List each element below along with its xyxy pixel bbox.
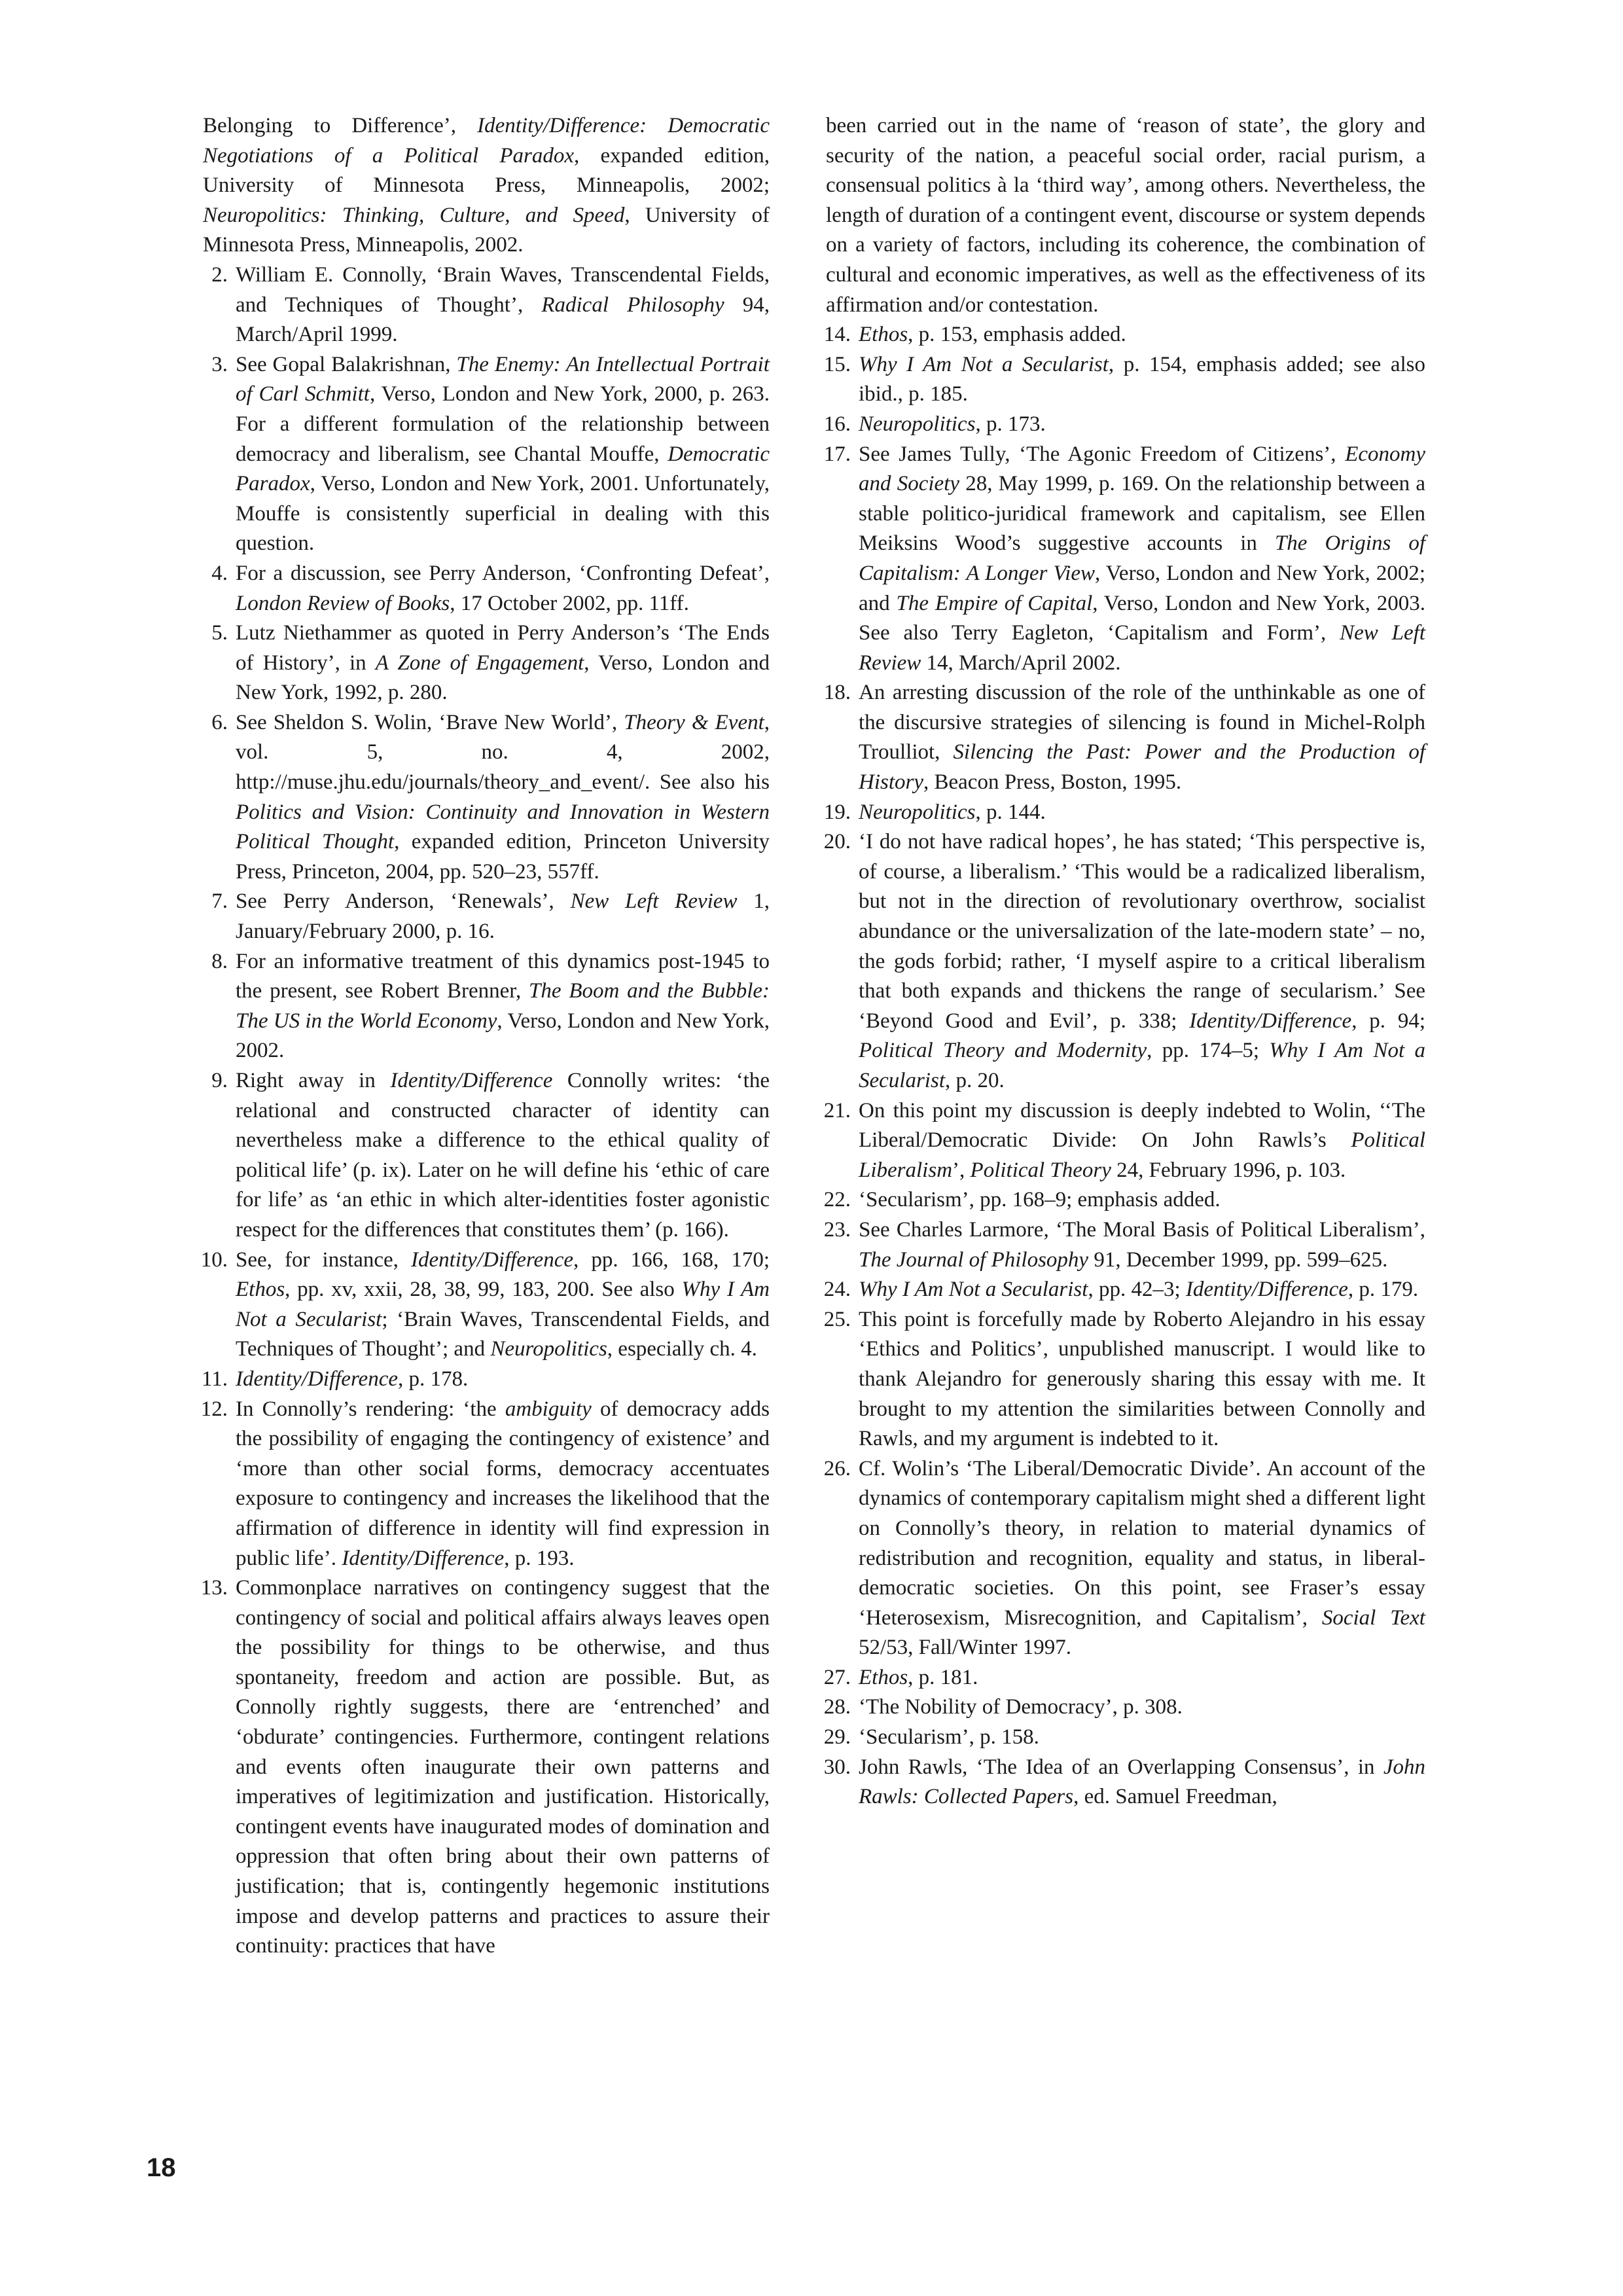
footnote-number: 19. — [823, 800, 851, 824]
note-text: , Verso, London and New York, 2002. — [236, 1009, 770, 1063]
note-text: , Beacon Press, Boston, 1995. — [923, 770, 1182, 795]
italic-title: The Journal of Philosophy — [859, 1247, 1089, 1272]
footnote-number: 2. — [211, 262, 228, 287]
footnote — [800, 1663, 1425, 1693]
footnote — [800, 440, 1425, 679]
note-text: , Verso, London and New York, 2003. See also Terry Eagleton, ‘Capitalism and Form’, — [859, 591, 1426, 645]
italic-title: The Boom and the Bubble: The US in the World Economy — [236, 979, 770, 1033]
footnote — [177, 1246, 770, 1365]
footnote — [177, 1395, 770, 1574]
footnote-number: 30. — [823, 1755, 851, 1779]
footnote — [800, 410, 1425, 440]
italic-title: New Left Review — [570, 889, 738, 914]
note-text: , University of Minnesota Press, Minneapolis, 2002. — [203, 203, 770, 257]
footnote-number: 14. — [823, 323, 851, 347]
footnote-number: 25. — [823, 1307, 851, 1331]
notes-list — [177, 260, 770, 1962]
footnote — [800, 1454, 1425, 1663]
italic-title: Ethos — [859, 323, 908, 347]
note-text: 28, May 1999, p. 169. On the relationship between a stable politico-juridical framework and capitalism, see Ellen Meiksins Wood’s suggestive accounts in — [859, 472, 1425, 556]
note-text: This point is forcefully made by Roberto Alejandro in his essay ‘Ethics and Politics’, unpublished manuscript. I would like to thank Alejandro for generously sharing this essay with me. It brought to my attention the similarities between Connolly and Rawls, and my argument is indebted to it. — [859, 1307, 1425, 1451]
footnote-number: 6. — [211, 710, 228, 734]
italic-title: Politics and Vision: Continuity and Innovation in Western Political Thought — [236, 800, 770, 854]
note-text: On this point my discussion is deeply indebted to Wolin, ‘‘The Liberal/Democratic Divide: On John Rawls’s — [859, 1098, 1425, 1153]
note-text: , 17 October 2002, pp. 11ff. — [450, 591, 689, 615]
footnote — [800, 1215, 1425, 1275]
italic-title: Identity/Difference — [236, 1367, 398, 1391]
note-text: , pp. 174–5; — [1147, 1039, 1270, 1063]
footnote — [177, 350, 770, 559]
note-text: of democracy adds the possibility of engaging the contingency of existence’ and ‘more than other social forms, democracy accentuates exposure to contingency and increases the likelihood that the affirmation of difference in identity will find expression in public life’. — [236, 1397, 770, 1570]
note-text: An arresting discussion of the role of the unthinkable as one of the discursive strategies of silencing is found in Michel-Rolph Troulliot, — [859, 681, 1425, 764]
note-text: , p. 193. — [504, 1546, 575, 1570]
footnote — [177, 947, 770, 1066]
notes-list — [800, 320, 1425, 1812]
note-text: , Verso, London and New York, 2002; and — [859, 561, 1425, 615]
italic-title: The Enemy: An Intellectual Portrait of Carl Schmitt — [236, 352, 770, 406]
italic-title: Economy and Society — [859, 442, 1425, 496]
note-text: ‘Secularism’, pp. 168–9; emphasis added. — [859, 1188, 1221, 1212]
note-text: , expanded edition, Princeton University Press, Princeton, 2004, pp. 520–23, 557ff. — [236, 830, 770, 884]
note-text: William E. Connolly, ‘Brain Waves, Transcendental Fields, and Techniques of Thought’, — [236, 262, 770, 317]
note-text: ‘I do not have radical hopes’, he has stated; ‘This perspective is, of course, a liberalism.’ ‘This would be a radicalized liberalism, but not in the direction of revolutionary overthrow, socialist abundance or the universalization of the late-modern state’ – no, the gods forbid; rather, ‘I myself aspire to a critical liberalism that both expands and thickens the range of secularism.’ See ‘Beyond Good and Evil’, p. 338; — [859, 830, 1425, 1033]
note-text: See Charles Larmore, ‘The Moral Basis of Political Liberalism’, — [859, 1217, 1425, 1242]
footnote-number: 18. — [823, 681, 851, 705]
italic-title: Social Text — [1321, 1605, 1425, 1630]
italic-title: Ethos — [236, 1278, 285, 1302]
footnote — [800, 1185, 1425, 1215]
footnote-number: 22. — [823, 1188, 851, 1212]
note-text: Connolly writes: ‘the relational and constructed character of identity can nevertheless make a difference to the ethical quality of political life’ (p. ix). Later on he will define his ‘ethic of care for life’ as ‘an ethic in which alter-identities foster agonistic respect for the differences that constitutes them’ (p. 166). — [236, 1069, 770, 1242]
footnote — [800, 1723, 1425, 1753]
footnote-number: 23. — [823, 1217, 851, 1242]
italic-title: Identity/Difference — [1185, 1278, 1348, 1302]
note-text: , ed. Samuel Freedman, — [1073, 1785, 1277, 1809]
footnote-number: 26. — [823, 1456, 851, 1480]
note-text: been carried out in the name of ‘reason of state’, the glory and security of the nation, a peaceful social order, racial purism, a consensual politics à la ‘third way’, among others. Nevertheless, the length of duration of a contingent event, discourse or system depends on a variety of factors, including its coherence, the combination of cultural and economic imperatives, as well as the effectiveness of its affirmation and/or contestation. — [826, 114, 1425, 317]
footnote-number: 17. — [823, 442, 851, 466]
note-text: Cf. Wolin’s ‘The Liberal/Democratic Divide’. An account of the dynamics of contemporary capitalism might shed a different light on Connolly’s theory, in relation to material dynamics of redistribution and recognition, equality and status, in liberal-democratic societies. On this point, see Fraser’s essay ‘Heterosexism, Misrecognition, and Capitalism’, — [859, 1456, 1425, 1630]
footnote-number: 20. — [823, 830, 851, 854]
left-column — [177, 111, 770, 1962]
footnote-number: 5. — [211, 621, 228, 645]
note-text: 24, February 1996, p. 103. — [1111, 1158, 1346, 1182]
footnote — [177, 559, 770, 619]
italic-title: Radical Philosophy — [541, 293, 724, 317]
right-column — [800, 111, 1425, 1812]
footnote-number: 12. — [200, 1397, 228, 1421]
italic-title: Theory & Event — [624, 710, 764, 734]
italic-title: Neuropolitics — [859, 412, 976, 436]
italic-title: Neuropolitics — [859, 800, 976, 824]
note-text: In Connolly’s rendering: ‘the — [236, 1397, 505, 1421]
note-text: , p. 173. — [975, 412, 1046, 436]
italic-title: Why I Am Not a Secularist — [859, 1278, 1088, 1302]
note-text: ‘The Nobility of Democracy’, p. 308. — [859, 1695, 1183, 1719]
footnote — [177, 1066, 770, 1246]
italic-title: Democratic Paradox — [236, 442, 770, 496]
footnote-number: 15. — [823, 352, 851, 376]
italic-title: Why I Am Not a Secularist — [236, 1278, 770, 1331]
footnote — [177, 887, 770, 946]
footnote — [177, 708, 770, 888]
italic-title: Political Theory — [970, 1158, 1111, 1182]
note-text: ; ‘Brain Waves, Transcendental Fields, and Techniques of Thought’; and — [236, 1307, 770, 1361]
note-text: See Sheldon S. Wolin, ‘Brave New World’, — [236, 710, 624, 734]
note-text: See Perry Anderson, ‘Renewals’, — [236, 889, 571, 914]
note-text: , Verso, London and New York, 2001. Unfortunately, Mouffe is consistently superficial in dealing with this question. — [236, 472, 770, 556]
note-text: For a discussion, see Perry Anderson, ‘Confronting Defeat’, — [236, 561, 770, 585]
page-number: 18 — [147, 2153, 176, 2182]
note-text: 94, March/April 1999. — [236, 293, 770, 347]
continued-note — [800, 111, 1425, 320]
italic-title: Identity/Difference: Democratic Negotiations of a Political Paradox — [203, 114, 770, 168]
footnote-number: 16. — [823, 412, 851, 436]
footnote-number: 4. — [211, 561, 228, 585]
note-text: 1, January/February 2000, p. 16. — [236, 889, 770, 944]
continued-note — [177, 111, 770, 260]
note-text: See Gopal Balakrishnan, — [236, 352, 457, 376]
note-text: , pp. 42–3; — [1088, 1278, 1186, 1302]
footnote — [177, 1573, 770, 1962]
note-text: Belonging to Difference’, — [203, 114, 478, 137]
footnote-number: 10. — [200, 1247, 228, 1272]
note-text: See James Tully, ‘The Agonic Freedom of Citizens’, — [859, 442, 1346, 466]
footnote — [800, 1753, 1425, 1812]
italic-title: Identity/Difference — [342, 1546, 505, 1570]
footnote-number: 3. — [211, 352, 228, 376]
footnote-number: 28. — [823, 1695, 851, 1719]
note-text: , p. 178. — [398, 1367, 469, 1391]
note-text: , Verso, London and New York, 1992, p. 280. — [236, 651, 770, 705]
note-text: ‘Secularism’, p. 158. — [859, 1725, 1039, 1749]
note-text: Right away in — [236, 1069, 391, 1092]
note-text: , especially ch. 4. — [607, 1337, 757, 1361]
italic-title: Ethos — [859, 1665, 908, 1689]
italic-title: Political Liberalism — [859, 1128, 1425, 1182]
note-text: , p. 94; — [1351, 1009, 1426, 1033]
italic-title: ambiguity — [505, 1397, 592, 1421]
note-text: , p. 153, emphasis added. — [908, 323, 1126, 347]
note-text: 52/53, Fall/Winter 1997. — [859, 1636, 1071, 1660]
footnote-number: 13. — [200, 1576, 228, 1600]
note-text: See, for instance, — [236, 1247, 411, 1272]
italic-title: New Left Review — [859, 621, 1425, 675]
note-text: Lutz Niethammer as quoted in Perry Anderson’s ‘The Ends of History’, in — [236, 621, 770, 675]
italic-title: The Origins of Capitalism: A Longer View — [859, 531, 1425, 585]
note-text: , p. 144. — [975, 800, 1046, 824]
footnote-number: 27. — [823, 1665, 851, 1689]
italic-title: Neuropolitics: Thinking, Culture, and Speed — [203, 203, 625, 227]
italic-title: Identity/Difference — [1189, 1009, 1352, 1033]
footnote-number: 21. — [823, 1098, 851, 1122]
footnote — [800, 678, 1425, 797]
note-text: , p. 154, emphasis added; see also ibid., p. 185. — [859, 352, 1425, 406]
footnote-number: 8. — [211, 949, 228, 973]
footnote-number: 11. — [201, 1367, 228, 1391]
footnote-number: 9. — [211, 1069, 228, 1092]
footnote — [800, 1096, 1425, 1186]
note-text: , p. 179. — [1347, 1278, 1419, 1302]
note-text: 91, December 1999, pp. 599–625. — [1088, 1247, 1388, 1272]
footnote — [800, 350, 1425, 410]
footnote-number: 7. — [211, 889, 228, 914]
note-text: , pp. xv, xxii, 28, 38, 99, 183, 200. See also — [285, 1278, 682, 1302]
italic-title: Political Theory and Modernity — [859, 1039, 1147, 1063]
italic-title: Identity/Difference — [390, 1069, 553, 1092]
note-text: , p. 20. — [944, 1069, 1005, 1092]
note-text: ’, — [952, 1158, 971, 1182]
italic-title: The Empire of Capital — [896, 591, 1093, 615]
italic-title: Why I Am Not a Secularist — [859, 1039, 1425, 1092]
note-text: , vol. 5, no. 4, 2002, http://muse.jhu.edu/journals/theory_and_event/. See also his — [236, 710, 770, 795]
note-text: For an informative treatment of this dynamics post-1945 to the present, see Robert Brenner, — [236, 949, 770, 1003]
note-text: , expanded edition, University of Minnesota Press, Minneapolis, 2002; — [203, 143, 770, 198]
footnote-number: 29. — [823, 1725, 851, 1749]
italic-title: A Zone of Engagement — [375, 651, 584, 675]
italic-title: Neuropolitics — [490, 1337, 607, 1361]
footnote-number: 24. — [823, 1278, 851, 1302]
footnote — [800, 1275, 1425, 1305]
italic-title: John Rawls: Collected Papers — [859, 1755, 1425, 1809]
footnote — [800, 1305, 1425, 1454]
italic-title: Silencing the Past: Power and the Production of History — [859, 740, 1425, 795]
note-text: John Rawls, ‘The Idea of an Overlapping Consensus’, in — [859, 1755, 1383, 1779]
footnote — [800, 320, 1425, 350]
footnote — [800, 827, 1425, 1096]
italic-title: Why I Am Not a Secularist — [859, 352, 1109, 376]
italic-title: London Review of Books — [236, 591, 450, 615]
note-text: 14, March/April 2002. — [921, 651, 1121, 675]
footnote — [800, 798, 1425, 828]
italic-title: Identity/Difference — [411, 1247, 573, 1272]
footnote — [177, 619, 770, 708]
footnote — [800, 1693, 1425, 1723]
footnote — [177, 260, 770, 350]
note-text: , Verso, London and New York, 2000, p. 263. For a different formulation of the relationship between democracy and liberalism, see Chantal Mouffe, — [236, 382, 770, 466]
note-text: , p. 181. — [908, 1665, 978, 1689]
footnote — [177, 1365, 770, 1395]
note-text: Commonplace narratives on contingency suggest that the contingency of social and political affairs always leaves open the possibility for things to be otherwise, and thus spontaneity, freedom and action are possible. But, as Connolly rightly suggests, there are ‘entrenched’ and ‘obdurate’ contingencies. Furthermore, contingent relations and events often inaugurate their own patterns and imperatives of legitimization and justification. Historically, contingent events have inaugurated modes of domination and oppression that often bring about their own patterns of justification; that is, contingently hegemonic institutions impose and develop patterns and practices to assure their continuity: practices that have — [236, 1576, 770, 1958]
note-text: , pp. 166, 168, 170; — [573, 1247, 770, 1272]
